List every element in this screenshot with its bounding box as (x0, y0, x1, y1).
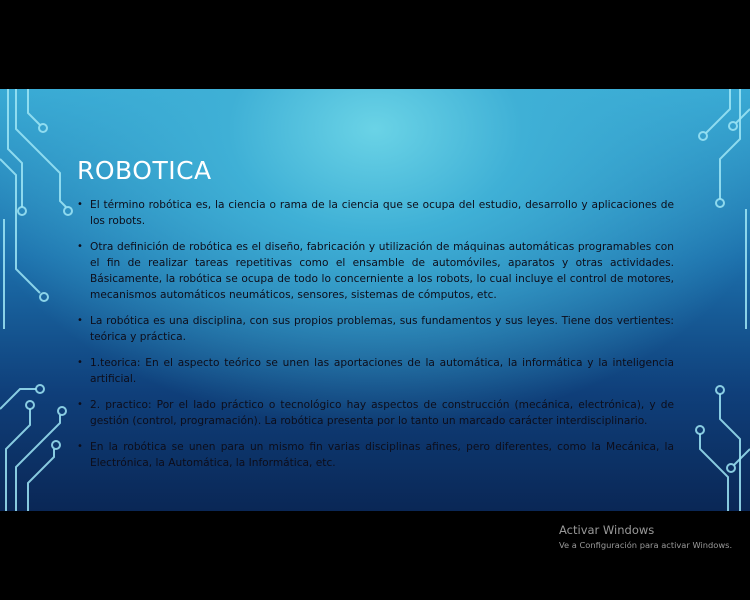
watermark-title: Activar Windows (559, 523, 655, 537)
bullet-icon: • (77, 199, 83, 210)
bullet-icon: • (77, 241, 83, 252)
list-item (77, 239, 674, 303)
circuit-decoration-left-icon (0, 89, 80, 511)
list-item (77, 313, 674, 345)
bullet-icon: • (77, 399, 83, 410)
watermark-subtitle: Ve a Configuración para activar Windows. (559, 540, 733, 550)
slide (0, 89, 750, 511)
windows-activation-watermark (559, 523, 732, 550)
list-item-text: El término robótica es, la ciencia o rama de la ciencia que se ocupa del estudio, desarrollo y aplicaciones de los robots. (90, 199, 674, 227)
slide-bullet-list (77, 197, 674, 481)
list-item (77, 197, 674, 229)
list-item-text: La robótica es una disciplina, con sus propios problemas, sus fundamentos y sus leyes. Tiene dos vertientes: teórica y práctica. (90, 315, 674, 343)
slide-title: ROBOTICA (77, 156, 212, 185)
list-item-text: 2. practico: Por el lado práctico o tecnológico hay aspectos de construcción (mecánica, electrónica), y de gestión (control, programación). La robótica presenta por lo tanto un marcado carácter interdisciplinario. (90, 399, 674, 427)
circuit-decoration-right-icon (680, 89, 750, 511)
list-item-text: 1.teorica: En el aspecto teórico se unen las aportaciones de la automática, la informática y la inteligencia artificial. (90, 357, 674, 385)
bullet-icon: • (77, 441, 83, 452)
list-item (77, 397, 674, 429)
list-item-text: Otra definición de robótica es el diseño, fabricación y utilización de máquinas automáticas programables con el fin de realizar tareas repetitivas como el ensamble de automóviles, aparatos y otras actividades. Básicamente, la robótica se ocupa de todo lo concerniente a los robots, lo cual incluye el control de motores, mecanismos automáticos neumáticos, sensores, sistemas de cómputos, etc. (90, 241, 674, 301)
bullet-icon: • (77, 315, 83, 326)
bullet-icon: • (77, 357, 83, 368)
list-item (77, 439, 674, 471)
list-item (77, 355, 674, 387)
list-item-text: En la robótica se unen para un mismo fin varias disciplinas afines, pero diferentes, como la Mecánica, la Electrónica, la Automática, la Informática, etc. (90, 441, 674, 469)
